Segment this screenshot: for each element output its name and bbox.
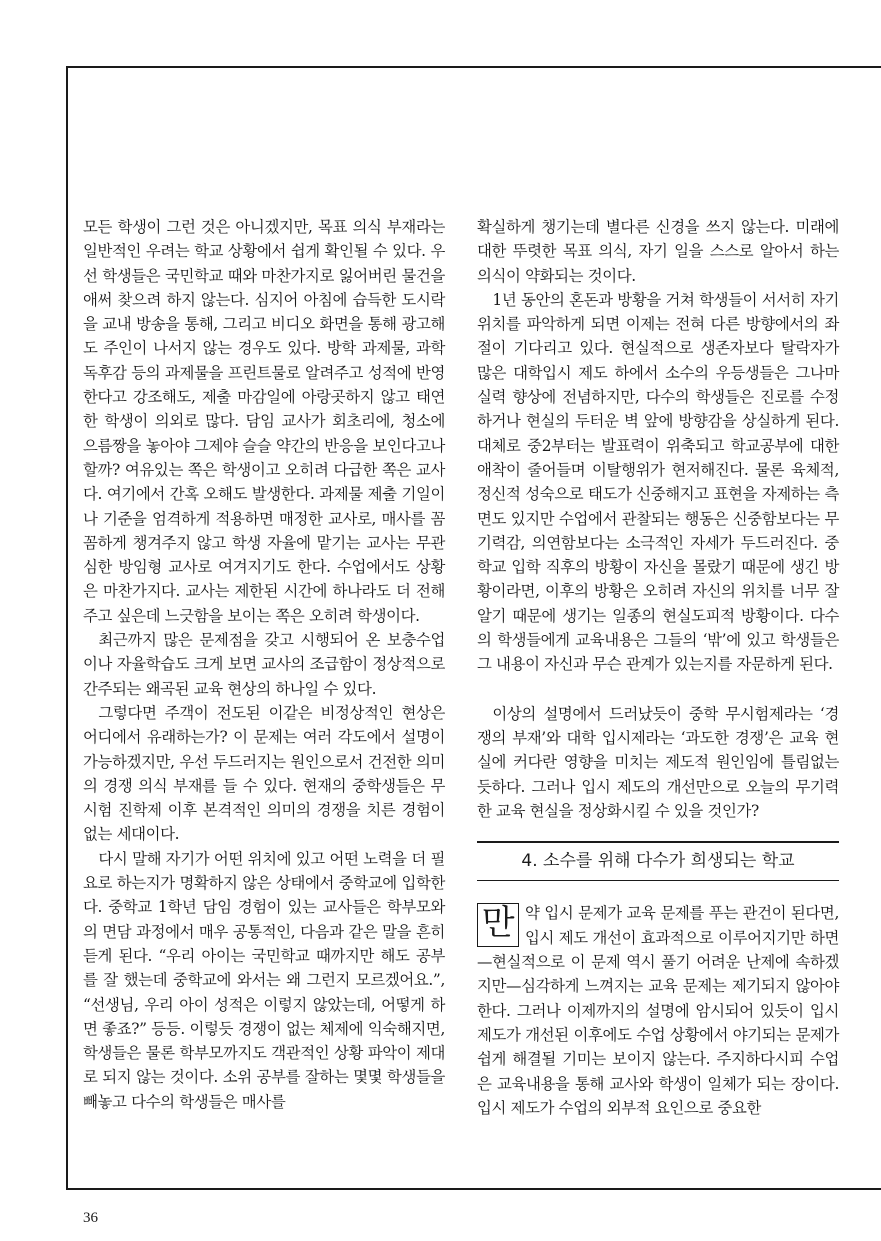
left-border-rule: [66, 66, 68, 1188]
right-paragraph-summary: 이상의 설명에서 드러났듯이 중학 무시험제라는 ‘경쟁의 부재’와 대학 입시제라는 ‘과도한 경쟁’은 교육 현실에 커다란 영향을 미치는 제도적 원인임에 틀림없는 듯하다. 그러나 입시 제도의 개선만으로 오늘의 무기력한 교육 현실을 정상화시킬 수 있을 것인가?: [477, 704, 839, 820]
left-paragraph-2: 최근까지 많은 문제점을 갖고 시행되어 온 보충수업이나 자율학습도 크게 보면 교사의 조급함이 정상적으로 간주되는 왜곡된 교육 현상의 하나일 수 있다.: [83, 631, 445, 698]
dropcap: 만: [477, 903, 519, 947]
paragraph-gap: [477, 677, 839, 702]
section-heading: 4. 소수를 위해 다수가 희생되는 학교: [477, 841, 839, 881]
top-border-rule: [66, 66, 881, 68]
page-number: 36: [83, 1210, 98, 1226]
left-text-column: [83, 215, 445, 1114]
right-paragraph-after-heading: [477, 901, 839, 1120]
right-text-column: [477, 215, 839, 1120]
right-paragraph-after-heading-text: 약 입시 문제가 교육 문제를 푸는 관건이 된다면, 입시 제도 개선이 효과적으로 이루어지기만 하면—현실적으로 이 문제 역시 풀기 어려운 난제에 속하겠지만—심각하게 느껴지는 교육 문제는 제기되지 않아야 한다. 그러나 이제까지의 설명에 암시되어 있듯이 입시 제도가 개선된 이후에도 수업 상황에서 야기되는 문제가 쉽게 해결될 기미는 보이지 않는다. 주지하다시피 수업은 교육내용을 통해 교사와 학생이 일체가 되는 장이다. 입시 제도가 수업의 외부적 요인으로 중요한: [477, 904, 839, 1117]
left-paragraph-1: 모든 학생이 그런 것은 아니겠지만, 목표 의식 부재라는 일반적인 우려는 학교 상황에서 쉽게 확인될 수 있다. 우선 학생들은 국민학교 때와 마찬가지로 잃어버린 물건을 애써 찾으려 하지 않는다. 심지어 아침에 습득한 도시락을 교내 방송을 통해, 그리고 비디오 화면을 통해 광고해도 주인이 나서지 않는 경우도 있다. 방학 과제물, 과학 독후감 등의 과제물을 프린트물로 알려주고 성적에 반영한다고 강조해도, 제출 마감일에 아랑곳하지 않고 태연한 학생이 의외로 많다. 담임 교사가 회초리에, 청소에 으름짱을 놓아야 그제야 슬슬 약간의 반응을 보인다고나 할까? 여유있는 쪽은 학생이고 오히려 다급한 쪽은 교사다. 여기에서 간혹 오해도 발생한다. 과제물 제출 기일이나 기준을 엄격하게 적용하면 매정한 교사로, 매사를 꼼꼼하게 챙겨주지 않고 학생 자율에 맡기는 교사는 무관심한 방임형 교사로 여겨지기도 한다. 수업에서도 상황은 마찬가지다. 교사는 제한된 시간에 하나라도 더 전해주고 싶은데 느긋함을 보이는 쪽은 오히려 학생이다.: [83, 218, 445, 625]
bottom-border-rule: [66, 1188, 881, 1190]
left-paragraph-3: 그렇다면 주객이 전도된 이같은 비정상적인 현상은 어디에서 유래하는가? 이 문제는 여러 각도에서 설명이 가능하겠지만, 우선 두드러지는 원인으로서 건전한 의미의 경쟁 의식 부재를 들 수 있다. 현재의 중학생들은 무시험 진학제 이후 본격적인 의미의 경쟁을 치른 경험이 없는 세대이다.: [83, 703, 445, 844]
right-paragraph-2: 1년 동안의 혼돈과 방황을 거쳐 학생들이 서서히 자기 위치를 파악하게 되면 이제는 전혀 다른 방향에서의 좌절이 기다리고 있다. 현실적으로 생존자보다 탈락자가 많은 대학입시 제도 하에서 소수의 우등생들은 그나마 실력 향상에 전념하지만, 다수의 학생들은 진로를 수정하거나 현실의 두터운 벽 앞에 방향감을 상실하게 된다. 대체로 중2부터는 발표력이 위축되고 학교공부에 대한 애착이 줄어들며 이탈행위가 현저해진다. 물론 육체적, 정신적 성숙으로 태도가 신중해지고 표현을 자제하는 측면도 있지만 수업에서 관찰되는 행동은 신중함보다는 무기력감, 의연함보다는 소극적인 자세가 두드러진다. 중학교 입학 직후의 방황이 자신을 몰랐기 때문에 생긴 방황이라면, 이후의 방황은 오히려 자신의 위치를 너무 잘 알기 때문에 생기는 일종의 현실도피적 방황이다. 다수의 학생들에게 교육내용은 그들의 ‘밖’에 있고 학생들은 그 내용이 자신과 무슨 관계가 있는지를 자문하게 된다.: [477, 290, 839, 674]
left-paragraph-4: 다시 말해 자기가 어떤 위치에 있고 어떤 노력을 더 필요로 하는지가 명확하지 않은 상태에서 중학교에 입학한다. 중학교 1학년 담임 경험이 있는 교사들은 학부모와의 면담 과정에서 매우 공통적인, 다음과 같은 말을 흔히 듣게 된다. “우리 아이는 국민학교 때까지만 해도 공부를 잘 했는데 중학교에 와서는 왜 그런지 모르겠어요.”, “선생님, 우리 아이 성적은 이렇지 않았는데, 어떻게 하면 좋죠?” 등등. 이렇듯 경쟁이 없는 체제에 익숙해지면, 학생들은 물론 학부모까지도 객관적인 상황 파악이 제대로 되지 않는 것이다. 소위 공부를 잘하는 몇몇 학생들을 빼놓고 다수의 학생들은 매사를: [83, 849, 445, 1111]
right-paragraph-1: 확실하게 챙기는데 별다른 신경을 쓰지 않는다. 미래에 대한 뚜렷한 목표 의식, 자기 일을 스스로 알아서 하는 의식이 약화되는 것이다.: [477, 218, 839, 285]
